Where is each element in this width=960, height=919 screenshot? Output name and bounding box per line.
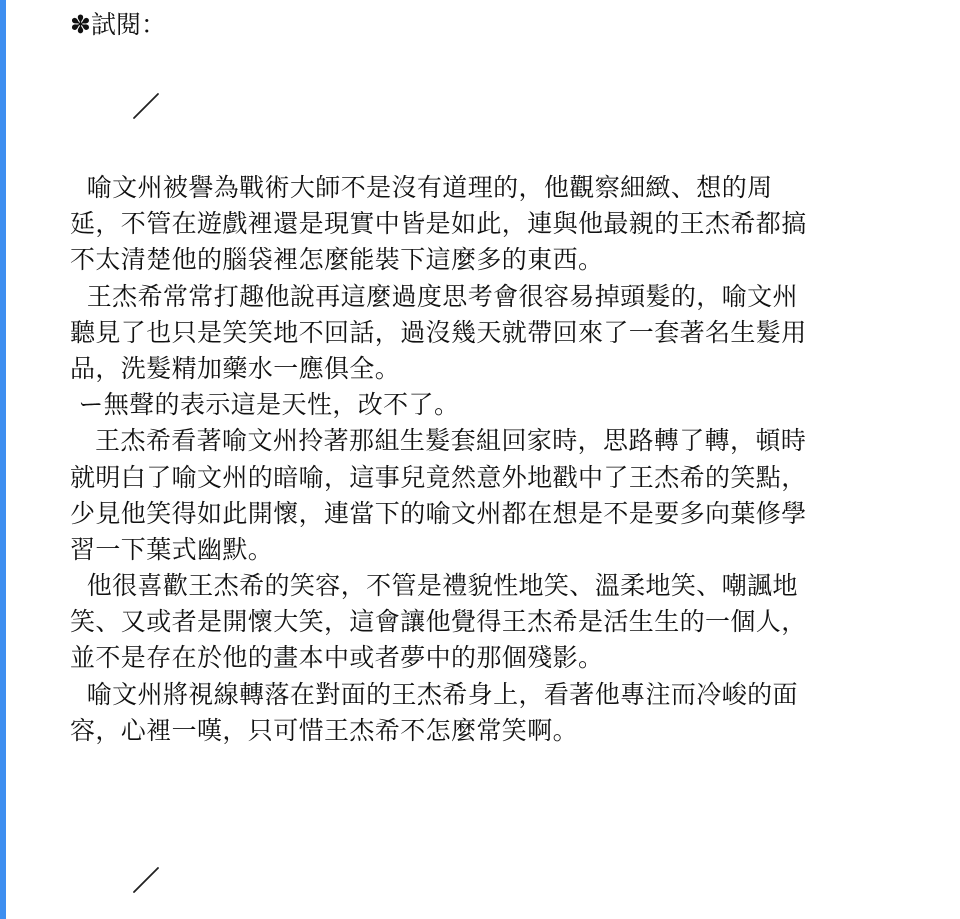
text-line: 喻文州將視線轉落在對面的王杰希身上，看著他專注而冷峻的面 <box>70 679 798 709</box>
text-line: 少見他笑得如此開懷，連當下的喻文州都在想是不是要多向葉修學 <box>70 498 807 528</box>
text-line: 延，不管在遊戲裡還是現實中皆是如此，連與他最親的王杰希都搞 <box>70 209 807 239</box>
text-line: 並不是存在於他的畫本中或者夢中的那個殘影。 <box>70 643 604 673</box>
text-line: 王杰希看著喻文州拎著那組生髮套組回家時，思路轉了轉，頓時 <box>70 426 807 456</box>
text-line: 王杰希常常打趣他說再這麼過度思考會很容易掉頭髮的，喻文州 <box>70 281 798 311</box>
text-line: 品，洗髮精加藥水一應俱全。 <box>70 353 401 383</box>
text-line: 容，心裡一嘆，只可惜王杰希不怎麼常笑啊。 <box>70 715 579 745</box>
excerpt-body <box>70 170 930 749</box>
text-line: 他很喜歡王杰希的笑容，不管是禮貌性地笑、溫柔地笑、嘲諷地 <box>70 571 798 601</box>
text-line: 不太清楚他的腦袋裡怎麼能裝下這麼多的東西。 <box>70 245 604 275</box>
text-line: 聽見了也只是笑笑地不回話，過沒幾天就帶回來了一套著名生髮用 <box>70 317 807 347</box>
text-line: 喻文州被譽為戰術大師不是沒有道理的，他觀察細緻、想的周 <box>70 173 773 202</box>
text-line: 笑、又或者是開懷大笑，這會讓他覺得王杰希是活生生的一個人， <box>70 607 807 637</box>
left-accent-bar <box>0 0 6 919</box>
slash-divider-icon <box>132 92 160 120</box>
text-line: 習一下葉式幽默。 <box>70 534 274 564</box>
slash-divider-icon <box>132 866 160 894</box>
text-line: 就明白了喻文州的暗喻，這事兒竟然意外地戳中了王杰希的笑點， <box>70 462 807 492</box>
text-line: ー無聲的表示這是天性，改不了。 <box>70 390 460 420</box>
preview-heading: ✽試閱： <box>70 10 166 39</box>
